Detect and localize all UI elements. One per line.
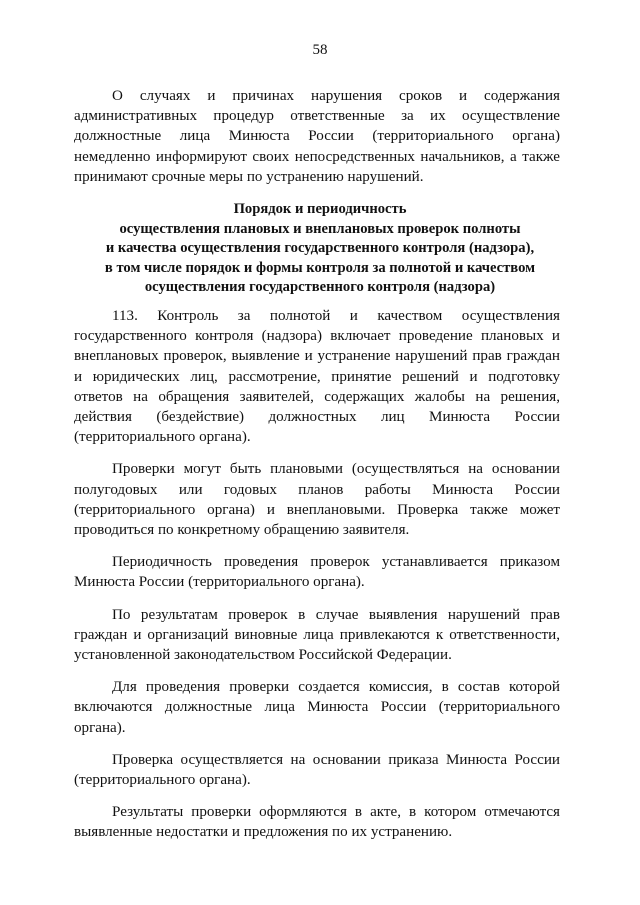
body-block: [74, 306, 560, 843]
section-heading: [60, 200, 580, 298]
paragraph-act-results: Результаты проверки оформляются в акте, в котором отмечаются выявленные недостатки и предложения по их устранению.: [74, 804, 560, 841]
heading-line: осуществления плановых и внеплановых проверок полноты: [119, 220, 521, 237]
heading-line: Порядок и периодичность: [233, 201, 407, 217]
paragraph-commission: Для проведения проверки создается комиссия, в состав которой включаются должностные лица Минюста России (территориального органа).: [74, 679, 560, 736]
paragraph-results-liability: По результатам проверок в случае выявления нарушений прав граждан и организаций виновные лица привлекаются к ответственности, установленной законодательством Российской Федерации.: [74, 606, 560, 664]
paragraph-113: 113. Контроль за полнотой и качеством осуществления государственного контроля (надзора) включает проведение плановых и внеплановых проверок, выявление и устранение нарушений прав граждан и юридических лиц, рассмотрение, принятие решений и подготовку ответов на обращения заявителей, содержащих жалобы на решения, действия (бездействие) должностных лиц Минюста России (территориального органа).: [74, 308, 560, 446]
page-number: 58: [312, 42, 328, 58]
paragraph-periodicity: Периодичность проведения проверок устанавливается приказом Минюста России (территориального органа).: [74, 554, 560, 591]
heading-line: в том числе порядок и формы контроля за полнотой и качеством: [104, 259, 536, 276]
paragraph-order-basis: Проверка осуществляется на основании приказа Минюста России (территориального органа).: [74, 751, 560, 789]
paragraph-inspections-types: Проверки могут быть плановыми (осуществляться на основании полугодовых или годовых планов работы Минюста России (территориального органа) и внеплановыми. Проверка также может проводиться по конкретному обращению заявителя.: [74, 461, 560, 539]
heading-line: осуществления государственного контроля (надзора): [144, 279, 496, 296]
intro-block: [74, 86, 560, 187]
heading-line: и качества осуществления государственного контроля (надзора),: [105, 240, 535, 257]
intro-paragraph: О случаях и причинах нарушения сроков и содержания административных процедур ответственные за их осуществление должностные лица Минюста России (территориального органа) немедленно информируют своих непосредственных начальников, а также принимают срочные меры по устранению нарушений.: [74, 88, 560, 185]
